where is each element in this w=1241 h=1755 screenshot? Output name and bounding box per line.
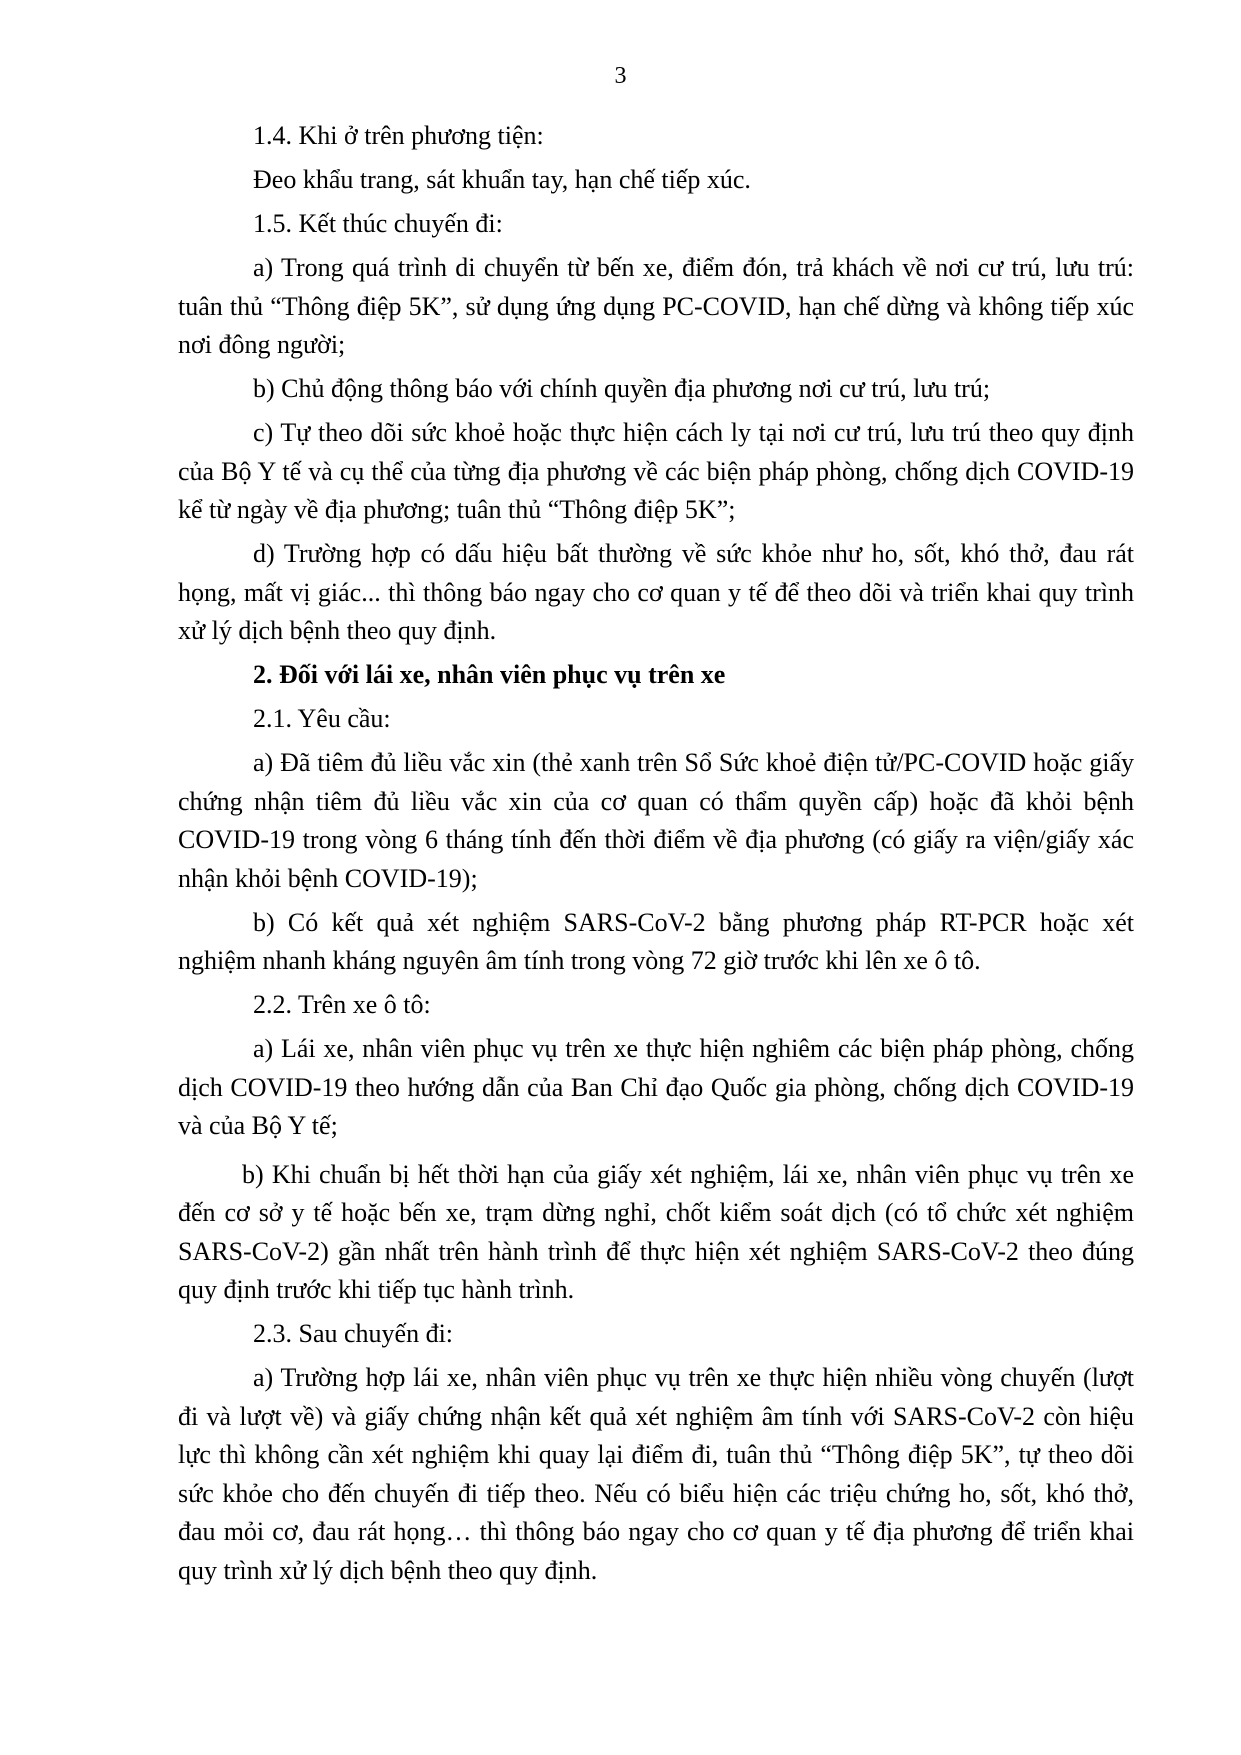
page-number: 3 xyxy=(614,63,627,89)
paragraph: a) Trường hợp lái xe, nhân viên phục vụ trên xe thực hiện nhiều vòng chuyến (lượt đi và lượt về) và giấy chứng nhận kết quả xét nghiệm âm tính với SARS-CoV-2 còn hiệu lực thì không cần xét nghiệm khi quay lại điểm đi, tuân thủ “Thông điệp 5K”, tự theo dõi sức khỏe cho đến chuyến đi tiếp theo. Nếu có biểu hiện các triệu chứng ho, sốt, khó thở, đau mỏi cơ, đau rát họng… thì thông báo ngay cho cơ quan y tế địa phương để triển khai quy trình xử lý dịch bệnh theo quy định. xyxy=(178,1363,1134,1585)
paragraph: b) Chủ động thông báo với chính quyền địa phương nơi cư trú, lưu trú; xyxy=(253,374,991,403)
section-2-1-heading: 2.1. Yêu cầu: xyxy=(253,704,391,733)
paragraph: a) Trong quá trình di chuyển từ bến xe, điểm đón, trả khách về nơi cư trú, lưu trú: tuân thủ “Thông điệp 5K”, sử dụng ứng dụng PC-COVID, hạn chế dừng và không tiếp xúc nơi đông người; xyxy=(178,253,1134,359)
paragraph: Đeo khẩu trang, sát khuẩn tay, hạn chế tiếp xúc. xyxy=(253,165,751,194)
paragraph: b) Khi chuẩn bị hết thời hạn của giấy xét nghiệm, lái xe, nhân viên phục vụ trên xe đến cơ sở y tế hoặc bến xe, trạm dừng nghỉ, chốt kiểm soát dịch (có tổ chức xét nghiệm SARS-CoV-2) gần nhất trên hành trình để thực hiện xét nghiệm SARS-CoV-2 theo đúng quy định trước khi tiếp tục hành trình. xyxy=(178,1159,1134,1304)
section-1-5-heading: 1.5. Kết thúc chuyến đi: xyxy=(253,209,503,238)
paragraph: b) Có kết quả xét nghiệm SARS-CoV-2 bằng phương pháp RT-PCR hoặc xét nghiệm nhanh kháng nguyên âm tính trong vòng 72 giờ trước khi lên xe ô tô. xyxy=(178,907,1134,975)
section-1-4-heading: 1.4. Khi ở trên phương tiện: xyxy=(253,121,544,150)
paragraph: a) Lái xe, nhân viên phục vụ trên xe thực hiện nghiêm các biện pháp phòng, chống dịch COVID-19 theo hướng dẫn của Ban Chỉ đạo Quốc gia phòng, chống dịch COVID-19 và của Bộ Y tế; xyxy=(178,1034,1134,1140)
section-2-2-heading: 2.2. Trên xe ô tô: xyxy=(253,990,431,1019)
paragraph: d) Trường hợp có dấu hiệu bất thường về sức khỏe như ho, sốt, khó thở, đau rát họng, mất vị giác... thì thông báo ngay cho cơ quan y tế để theo dõi và triển khai quy trình xử lý dịch bệnh theo quy định. xyxy=(178,539,1134,645)
section-2-heading: 2. Đối với lái xe, nhân viên phục vụ trên xe xyxy=(253,660,726,689)
document-body xyxy=(178,117,1134,1596)
paragraph: c) Tự theo dõi sức khoẻ hoặc thực hiện cách ly tại nơi cư trú, lưu trú theo quy định của Bộ Y tế và cụ thể của từng địa phương về các biện pháp phòng, chống dịch COVID-19 kể từ ngày về địa phương; tuân thủ “Thông điệp 5K”; xyxy=(178,418,1134,524)
paragraph: a) Đã tiêm đủ liều vắc xin (thẻ xanh trên Sổ Sức khoẻ điện tử/PC-COVID hoặc giấy chứng nhận tiêm đủ liều vắc xin của cơ quan có thẩm quyền cấp) hoặc đã khỏi bệnh COVID-19 trong vòng 6 tháng tính đến thời điểm về địa phương (có giấy ra viện/giấy xác nhận khỏi bệnh COVID-19); xyxy=(178,748,1134,893)
section-2-3-heading: 2.3. Sau chuyến đi: xyxy=(253,1319,454,1348)
